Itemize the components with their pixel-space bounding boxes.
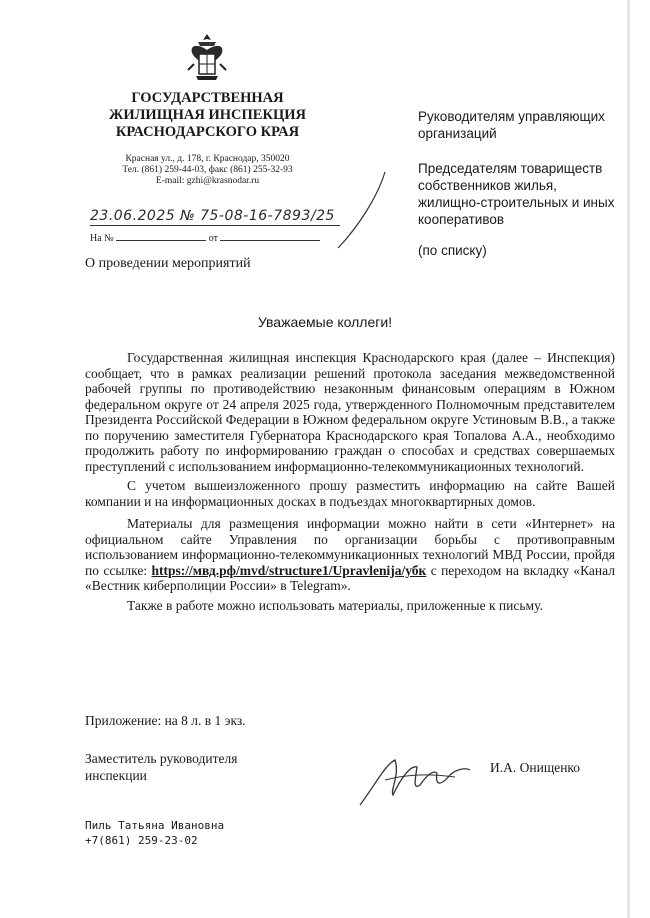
- reply-reference: [90, 231, 330, 244]
- letter-body: [85, 350, 615, 617]
- org-email: E-mail: gzhi@krasnodar.ru: [155, 176, 260, 186]
- paragraph-2: С учетом вышеизложенного прошу разместить информацию на сайте Вашей компании и на информационных досках в подъездах многоквартирных домов.: [85, 478, 615, 509]
- org-contacts: [80, 154, 335, 187]
- author-block: [85, 818, 224, 848]
- organization-name: [80, 90, 335, 141]
- recipients-block: [418, 108, 618, 246]
- registration-text: 23.06.2025 № 75-08-16-7893/25: [90, 208, 335, 224]
- greeting: Уважаемые коллеги!: [257, 314, 393, 330]
- scan-edge: [627, 0, 630, 918]
- paragraph-4: Также в работе можно использовать материалы, приложенные к письму.: [127, 597, 543, 613]
- attachment-note: Приложение: на 8 л. в 1 экз.: [85, 713, 246, 728]
- org-address: Красная ул., д. 178, г. Краснодар, 350020: [125, 154, 290, 164]
- org-line-3: КРАСНОДАРСКОГО КРАЯ: [115, 124, 300, 140]
- reply-from-label: от: [208, 233, 218, 244]
- org-phone: Тел. (861) 259-44-03, факс (861) 255-32-93: [122, 165, 293, 175]
- reply-date-blank: [220, 231, 320, 241]
- paragraph-1: Государственная жилищная инспекция Краснодарского края (далее – Инспекция) сообщает, что в рамках реализации решений протокола заседания межведомственной рабочей группы по противодействию незаконным финансовым операциям в Южном федеральном округе от 24 апреля 2025 года, утвержденного Полномочным представителем Президента Российской Федерации в Южном федеральном округе Устиновым В.В., а также по поручению заместителя Губернатора Краснодарского края Топалова А.А., необходимо продолжить работу по информированию граждан о способах и средствах совершаемых преступлений с использованием информационно-телекоммуникационных технологий.: [85, 350, 615, 474]
- org-line-1: ГОСУДАРСТВЕННАЯ: [131, 90, 284, 106]
- author-name: Пиль Татьяна Ивановна: [85, 819, 225, 832]
- signer-title: [85, 750, 237, 784]
- coat-of-arms-icon: [180, 30, 234, 84]
- paragraph-3-end: с переходом на вкладку «Канал «Вестник киберполиции России» в Telegram».: [85, 562, 616, 593]
- signature-icon: [355, 745, 475, 815]
- author-phone: +7(861) 259-23-02: [85, 834, 198, 847]
- org-line-2: ЖИЛИЩНАЯ ИНСПЕКЦИЯ: [109, 107, 306, 123]
- registration-underline: [90, 225, 340, 226]
- recipient-1: Руководителям управляющих организаций: [418, 109, 605, 141]
- paragraph-3-start: Материалы для размещения информации можно найти в сети «Интернет» на официальном сайте Управления по организации борьбы с противоправным использованием информационно-телекоммуникационных технологий МВД России, пройдя по ссылке:: [85, 516, 615, 578]
- reply-number-blank: [116, 231, 206, 241]
- signer-line-1: Заместитель руководителя: [85, 751, 238, 766]
- reply-label: На №: [90, 233, 114, 244]
- signer-line-2: инспекции: [85, 768, 147, 783]
- mvd-link[interactable]: https://мвд.рф/mvd/structure1/Upravlenija/убк: [151, 562, 427, 578]
- letter-subject: О проведении мероприятий: [85, 256, 251, 271]
- by-list-note: (по списку): [418, 243, 487, 258]
- handwritten-stroke-icon: [330, 170, 390, 250]
- paragraph-3: [85, 516, 615, 594]
- signer-name: И.А. Онищенко: [490, 760, 581, 775]
- registration-number: [90, 208, 350, 224]
- recipient-2: Председателям товариществ собственников жилья, жилищно-строительных и иных кооперативов: [418, 161, 615, 227]
